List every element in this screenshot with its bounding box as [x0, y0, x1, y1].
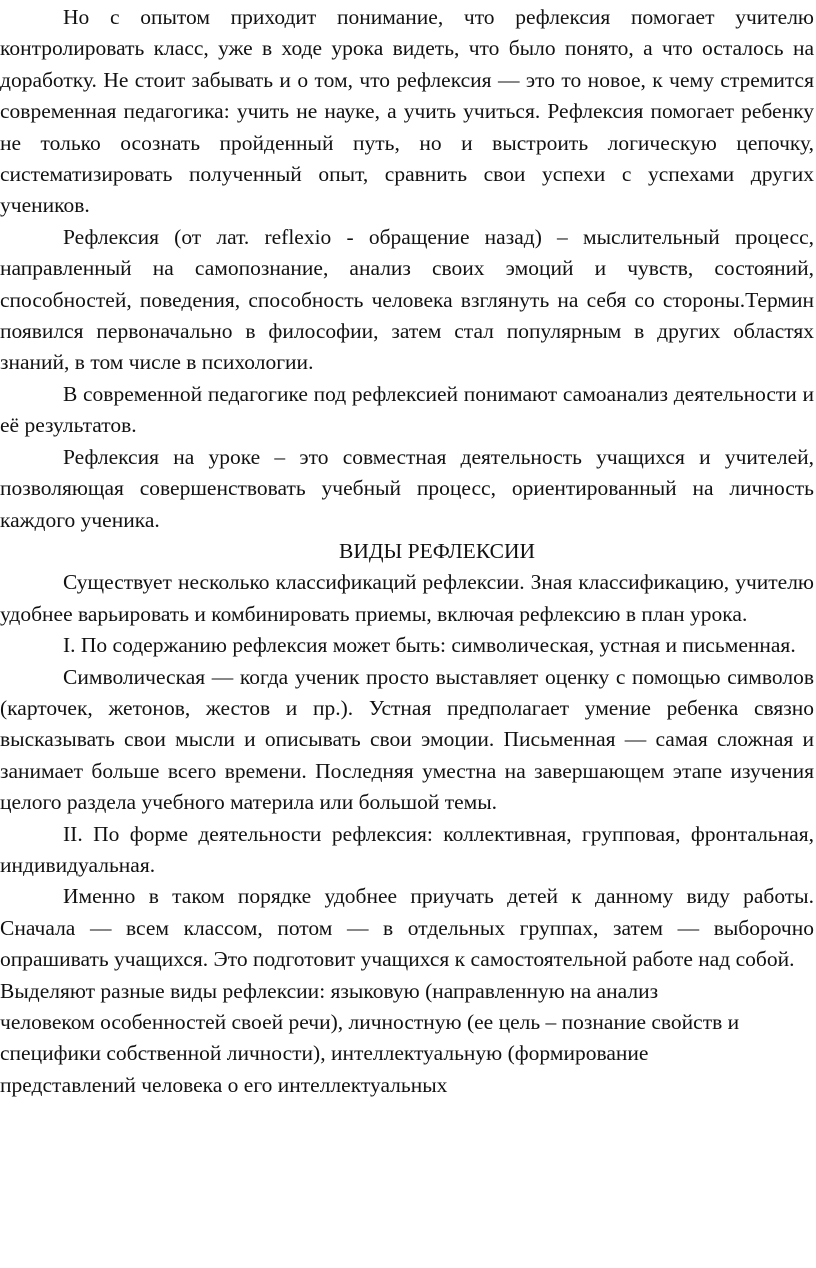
paragraph-reflection-definition: Рефлексия (от лат. reflexio - обращение назад) – мыслительный процесс, направленный на самопознание, анализ своих эмоций и чувств, состояний, способностей, поведения, способность человека взглянуть на себя со стороны.Термин появился первоначально в философии, затем стал популярным в других областях знаний, в том числе в психологии.: [0, 224, 814, 375]
paragraph-by-content: I. По содержанию рефлексия может быть: символическая, устная и письменная.: [63, 633, 796, 658]
section-heading: ВИДЫ РЕФЛЕКСИИ: [338, 538, 536, 563]
paragraph-reflection-lesson: Рефлексия на уроке – это совместная деятельность учащихся и учителей, позволяющая совершенствовать учебный процесс, ориентированный на личность каждого ученика.: [0, 444, 814, 532]
paragraph-pedagogy-reflection: В современной педагогике под рефлексией понимают самоанализ деятельности и её результатов.: [0, 381, 814, 438]
paragraph-classifications: Существует несколько классификаций рефлексии. Зная классификацию, учителю удобнее варьировать и комбинировать приемы, включая рефлексию в план урока.: [0, 570, 814, 626]
document-page: [0, 2, 816, 1101]
paragraph-reflection-understanding: Но с опытом приходит понимание, что рефлексия помогает учителю контролировать класс, уже в ходе урока видеть, что было понято, а что осталось на доработку. Не стоит забывать и о том, что рефлексия — это то новое, к чему стремится современная педагогика: учить не науке, а учить учиться. Рефлексия помогает ребенку не только осознать пройденный путь, но и выстроить логическую цепочку, систематизировать полученный опыт, сравнить свои успехи с успехами других учеников.: [0, 5, 814, 218]
paragraph-by-activity-form: II. По форме деятельности рефлексия: коллективная, групповая, фронтальная, индивидуальная.: [0, 821, 814, 877]
paragraph-order-of-work: Именно в таком порядке удобнее приучать детей к данному виду работы. Сначала — всем классом, потом — в отдельных группах, затем — выборочно опрашивать учащихся. Это подготовит учащихся к самостоятельной работе над собой.: [0, 884, 814, 972]
paragraph-symbolic-oral-written: Символическая — когда ученик просто выставляет оценку с помощью символов (карточек, жетонов, жестов и пр.). Устная предполагает умение ребенка связно высказывать свои мысли и описывать свои эмоции. Письменная — самая сложная и занимает больше всего времени. Последняя уместна на завершающем этапе изучения целого раздела учебного материла или большой темы.: [0, 664, 814, 815]
paragraph-types-of-reflection: Выделяют разные виды рефлексии: языковую (направленную на анализ человеком особенностей своей речи), личностную (ее цель – познание свойств и специфики собственной личности), интеллектуальную (формирование представлений человека о его интеллектуальных: [0, 978, 740, 1097]
